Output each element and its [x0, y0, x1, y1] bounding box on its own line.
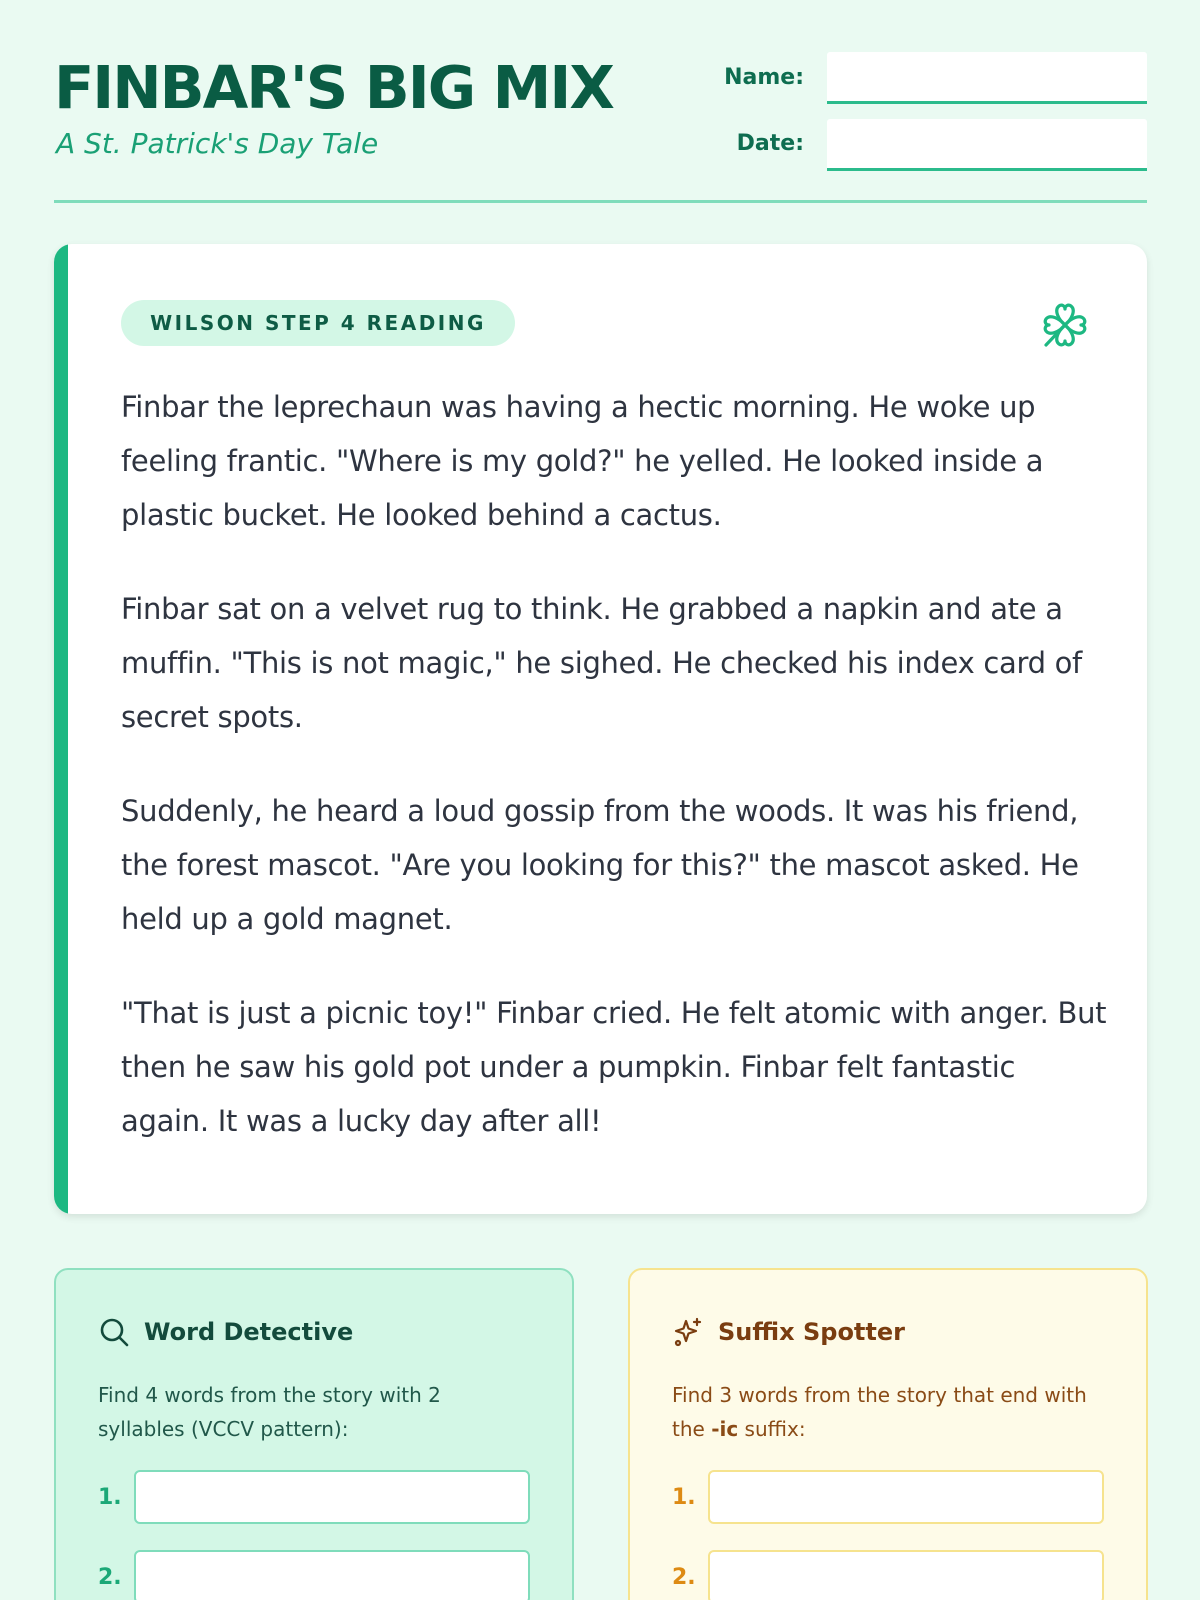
word-detective-prompt: Find 4 words from the story with 2 syllables (VCCV pattern):: [98, 1383, 441, 1441]
suffix-spotter-panel: [628, 1268, 1148, 1600]
prompt-text: suffix:: [738, 1417, 806, 1441]
answer-row: [98, 1550, 530, 1600]
story-paragraph: Finbar sat on a velvet rug to think. He grabbed a napkin and ate a muffin. "This is not magic," he sighed. He checked his index card of secret spots.: [121, 592, 1082, 734]
page-title: FINBAR'S BIG MIX: [54, 53, 613, 122]
sparkles-icon: [672, 1316, 704, 1348]
suffix-spotter-header: [672, 1316, 905, 1348]
suffix-spotter-prompt: [672, 1378, 1092, 1446]
answer-number: 1.: [672, 1484, 696, 1510]
page-subtitle: A St. Patrick's Day Tale: [56, 127, 379, 160]
word-detective-answer-2[interactable]: [134, 1550, 530, 1600]
name-field[interactable]: [827, 52, 1147, 104]
name-label: Name:: [724, 65, 804, 90]
clover-icon: [1040, 300, 1090, 350]
suffix-spotter-answer-1[interactable]: [708, 1470, 1104, 1524]
date-field[interactable]: [827, 119, 1147, 171]
story-card: [54, 244, 1147, 1214]
suffix-spotter-title: Suffix Spotter: [718, 1318, 905, 1346]
story-paragraph: "That is just a picnic toy!" Finbar cried. He felt atomic with anger. But then he saw his gold pot under a pumpkin. Finbar felt fantastic again. It was a lucky day after all!: [121, 996, 1107, 1138]
answer-row: [98, 1470, 530, 1524]
answer-number: 2.: [98, 1564, 122, 1590]
word-detective-panel: [54, 1268, 574, 1600]
answer-row: [672, 1470, 1104, 1524]
story-text: [121, 380, 1111, 1188]
answer-number: 1.: [98, 1484, 122, 1510]
story-paragraph: Suddenly, he heard a loud gossip from the woods. It was his friend, the forest mascot. "Are you looking for this?" the mascot asked. He held up a gold magnet.: [121, 794, 1079, 936]
story-accent-bar: [54, 244, 68, 1214]
prompt-text: Find 3 words from the story that end with the: [672, 1383, 1087, 1441]
reading-level-badge: WILSON STEP 4 READING: [121, 300, 515, 346]
date-label: Date:: [736, 131, 804, 156]
answer-number: 2.: [672, 1564, 696, 1590]
word-detective-header: [98, 1316, 353, 1348]
answer-row: [672, 1550, 1104, 1600]
word-detective-title: Word Detective: [144, 1318, 354, 1346]
suffix-highlight: -ic: [711, 1417, 739, 1441]
search-icon: [98, 1316, 130, 1348]
word-detective-answer-1[interactable]: [134, 1470, 530, 1524]
suffix-spotter-answer-2[interactable]: [708, 1550, 1104, 1600]
worksheet-header: [54, 52, 1147, 204]
header-divider: [54, 200, 1147, 203]
story-paragraph: Finbar the leprechaun was having a hectic morning. He woke up feeling frantic. "Where is my gold?" he yelled. He looked inside a plastic bucket. He looked behind a cactus.: [121, 390, 1044, 532]
